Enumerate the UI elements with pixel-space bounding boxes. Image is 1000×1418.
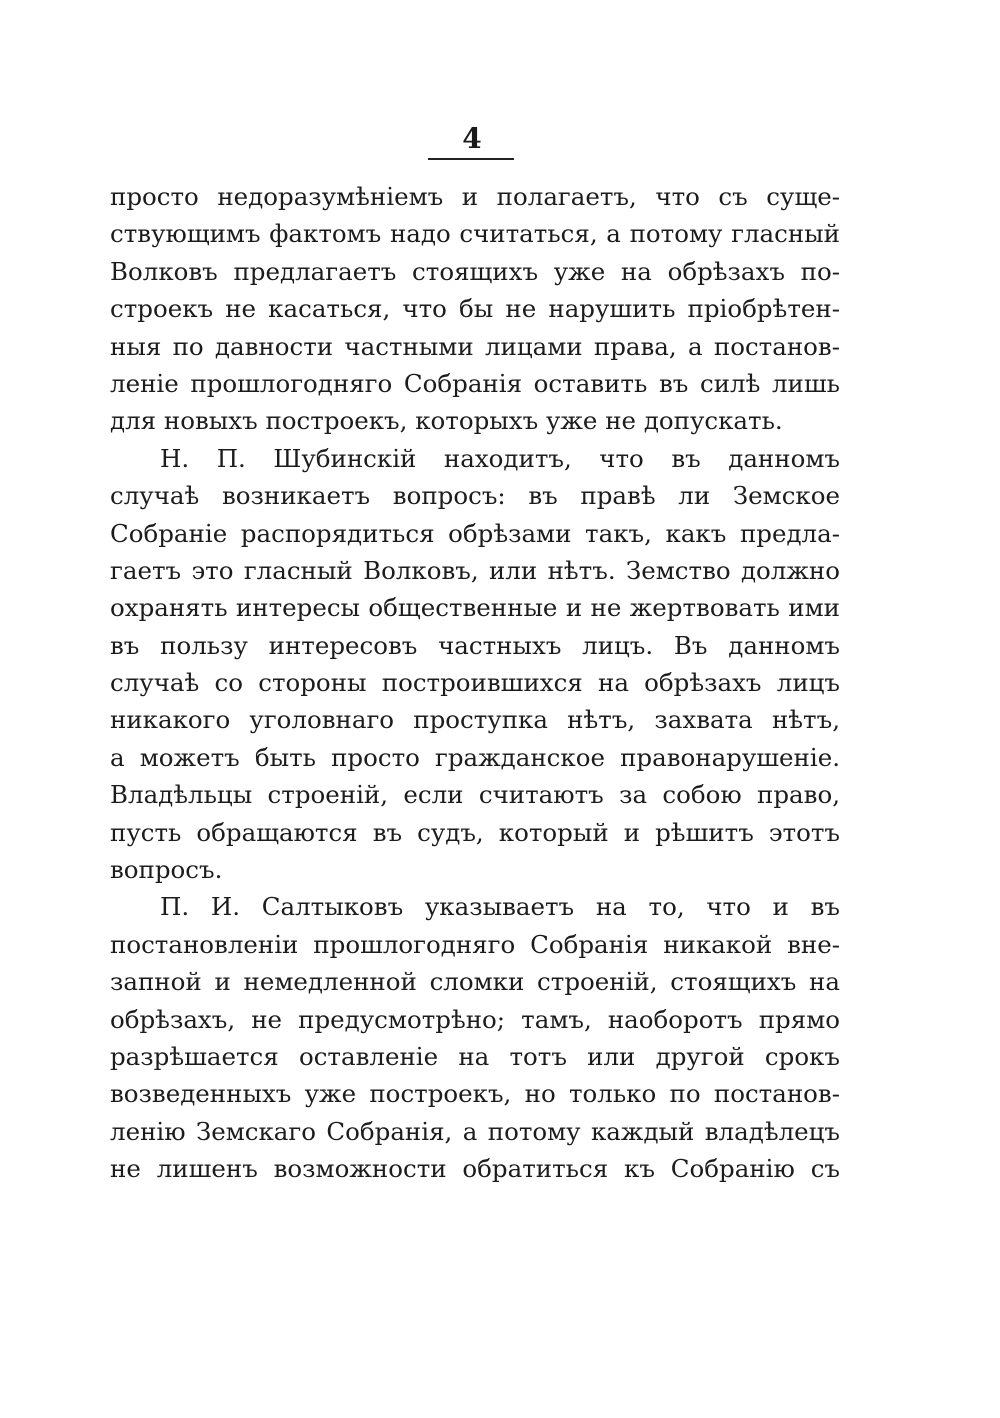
text-line: а можетъ быть просто гражданское правонарушеніе. bbox=[110, 742, 840, 772]
text-line: пусть обращаются въ судъ, который и рѣшитъ этотъ bbox=[110, 817, 840, 847]
text-line: ленію Земскаго Собранія, а потому каждый владѣлецъ bbox=[110, 1116, 840, 1146]
text-line: запной и немедленной сломки строеній, стоящихъ на bbox=[110, 967, 840, 997]
text-line: охранять интересы общественные и не жертвовать ими bbox=[110, 593, 840, 623]
text-line: для новыхъ построекъ, которыхъ уже не допускать. bbox=[110, 406, 783, 436]
text-line: Собраніе распорядиться обрѣзами такъ, какъ предла- bbox=[110, 518, 840, 548]
text-line: ствующимъ фактомъ надо считаться, а потому гласный bbox=[110, 219, 840, 249]
text-line: разрѣшается оставленіе на тотъ или другой срокъ bbox=[110, 1041, 840, 1071]
text-line: случаѣ возникаетъ вопросъ: въ правѣ ли Земское bbox=[110, 481, 840, 511]
text-line: вопросъ. bbox=[110, 855, 223, 885]
text-line: гаетъ это гласный Волковъ, или нѣтъ. Земство должно bbox=[110, 555, 840, 585]
page-header bbox=[0, 122, 1000, 155]
header-rule bbox=[428, 158, 514, 160]
body-text bbox=[110, 178, 840, 1188]
text-line: ныя по давности частными лицами права, а постанов- bbox=[110, 331, 840, 361]
text-line: случаѣ со стороны построившихся на обрѣзахъ лицъ bbox=[110, 668, 840, 698]
page-number: 4 bbox=[462, 122, 482, 155]
text-line: постановленіи прошлогодняго Собранія никакой вне- bbox=[110, 929, 840, 959]
text-line: строекъ не касаться, что бы не нарушить пріобрѣтен- bbox=[110, 294, 840, 324]
text-line: Владѣльцы строеній, если считаютъ за собою право, bbox=[110, 780, 840, 810]
text-line: не лишенъ возможности обратиться къ Собранію съ bbox=[110, 1154, 840, 1184]
text-line: Волковъ предлагаетъ стоящихъ уже на обрѣзахъ по- bbox=[110, 256, 840, 286]
text-line: никакого уголовнаго проступка нѣтъ, захвата нѣтъ, bbox=[110, 705, 840, 735]
text-line: П. И. Салтыковъ указываетъ на то, что и въ bbox=[160, 892, 840, 922]
text-line: просто недоразумѣніемъ и полагаетъ, что съ суще- bbox=[110, 182, 840, 211]
text-line: въ пользу интересовъ частныхъ лицъ. Въ данномъ bbox=[110, 630, 840, 660]
text-line: обрѣзахъ, не предусмотрѣно; тамъ, наоборотъ прямо bbox=[110, 1004, 840, 1034]
text-line: леніе прошлогодняго Собранія оставить въ силѣ лишь bbox=[110, 368, 840, 398]
text-line: возведенныхъ уже построекъ, но только по постанов- bbox=[110, 1079, 840, 1109]
text-line: Н. П. Шубинскій находитъ, что въ данномъ bbox=[160, 443, 840, 473]
